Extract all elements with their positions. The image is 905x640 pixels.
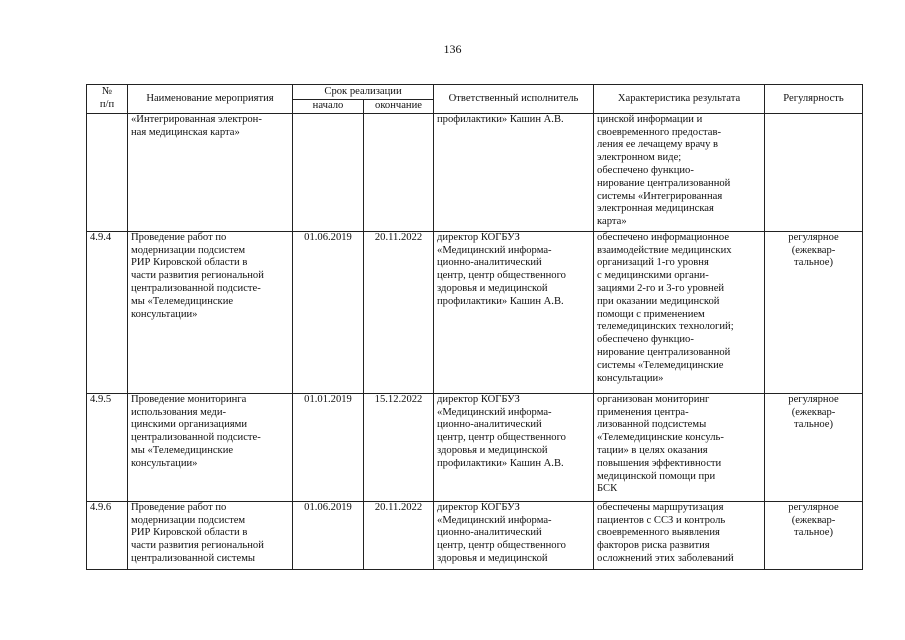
regularity: регулярное (ежеквар- тальное) — [765, 393, 863, 501]
page-number: 136 — [443, 42, 462, 56]
activity-name: Проведение работ по модернизации подсистем РИР Кировской области в части развития региональной централизованной системы — [128, 501, 293, 569]
end-date: 15.12.2022 — [364, 393, 434, 501]
activity-name: Проведение работ по модернизации подсистем РИР Кировской области в части развития региональной централизованной подсисте- мы «Телемедицинские консультации» — [128, 231, 293, 393]
result: организован мониторинг применения центра- лизованной подсистемы «Телемедицинские консуль- тации» в целях оказания повышения эффективности медицинской помощи при БСК — [594, 393, 765, 501]
start-date — [293, 113, 364, 231]
activity-name: «Интегрированная электрон- ная медицинская карта» — [128, 113, 293, 231]
activity-name: Проведение мониторинга использования меди- цинскими организациями централизованной подсисте- мы «Телемедицинские консультации» — [128, 393, 293, 501]
row-number: 4.9.6 — [87, 501, 128, 569]
header-activity-name: Наименование мероприятия — [128, 85, 293, 114]
regularity: регулярное (ежеквар- тальное) — [765, 501, 863, 569]
header-period: Срок реализации — [293, 85, 434, 100]
start-date: 01.06.2019 — [293, 231, 364, 393]
executor: директор КОГБУЗ «Медицинский информа- ционно-аналитический центр, центр общественного здоровья и медицинской профилактики» Кашин А.В. — [434, 231, 594, 393]
header-end: окончание — [364, 100, 434, 114]
regularity: регулярное (ежеквар- тальное) — [765, 231, 863, 393]
end-date: 20.11.2022 — [364, 231, 434, 393]
start-date: 01.06.2019 — [293, 501, 364, 569]
header-result: Характеристика результата — [594, 85, 765, 114]
executor: профилактики» Кашин А.В. — [434, 113, 594, 231]
row-number: 4.9.5 — [87, 393, 128, 501]
header-regularity: Регулярность — [765, 85, 863, 114]
table-row — [87, 501, 863, 569]
result: обеспечено информационное взаимодействие медицинских организаций 1-го уровня с медицинскими органи- зациями 2-го и 3-го уровней при оказании медицинской помощи с применением телемедицинских технологий; обеспечено функцио- нирование централизованной системы «Телемедицинские консультации» — [594, 231, 765, 393]
table-row — [87, 113, 863, 231]
start-date: 01.01.2019 — [293, 393, 364, 501]
header-start: начало — [293, 100, 364, 114]
executor: директор КОГБУЗ «Медицинский информа- ционно-аналитический центр, центр общественного здоровья и медицинской — [434, 501, 594, 569]
activity-table — [86, 84, 863, 570]
header-executor: Ответственный исполнитель — [434, 85, 594, 114]
regularity — [765, 113, 863, 231]
row-number: 4.9.4 — [87, 231, 128, 393]
row-number — [87, 113, 128, 231]
end-date: 20.11.2022 — [364, 501, 434, 569]
header-number: № п/п — [87, 85, 128, 114]
table-row — [87, 231, 863, 393]
end-date — [364, 113, 434, 231]
result: обеспечены маршрутизация пациентов с ССЗ и контроль своевременного выявления факторов риска развития осложнений этих заболеваний — [594, 501, 765, 569]
table-row — [87, 393, 863, 501]
executor: директор КОГБУЗ «Медицинский информа- ционно-аналитический центр, центр общественного здоровья и медицинской профилактики» Кашин А.В. — [434, 393, 594, 501]
result: цинской информации и своевременного предостав- ления ее лечащему врачу в электронном виде; обеспечено функцио- нирование централизованной системы «Интегрированная электронная медицинская карта» — [594, 113, 765, 231]
